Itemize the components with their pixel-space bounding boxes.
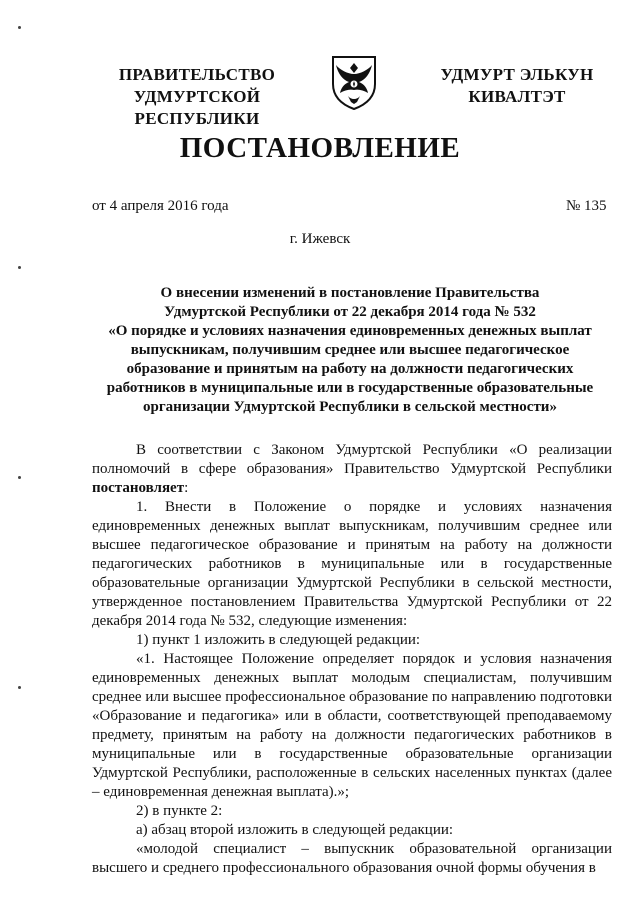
document-title: ПОСТАНОВЛЕНИЕ	[179, 132, 461, 164]
body-text: В соответствии с Законом Удмуртской Республики «О реализации полномочий в сфере образования» Правительство Удмуртской Республики	[92, 442, 612, 477]
subject-line: «О порядке и условиях назначения единовременных денежных выплат	[108, 323, 592, 339]
body-paragraph: а) абзац второй изложить в следующей редакции:	[136, 822, 454, 838]
body-paragraph: «1. Настоящее Положение определяет порядок и условия назначения единовременных денежных выплат молодым специалистам, получившим среднее или высшее профессиональное образование по направлению подготовки «Образование и педагогика» или в области, соответствующей преподаваемому предмету, принятым на работу на должности педагогических работников в муниципальные или в государственные образовательные организации Удмуртской Республики, расположенные в сельских населенных пунктах (далее – единовременная денежная выплата).»;	[92, 651, 612, 800]
subject-line: О внесении изменений в постановление Правительства	[160, 285, 540, 301]
coat-of-arms-emblem-icon	[329, 54, 379, 110]
header-right-line: КИВАЛТЭТ	[468, 87, 566, 106]
subject-line: работников в муниципальные или в государственные образовательные	[106, 380, 594, 396]
subject-line: выпускникам, получившим среднее или высшее педагогическое	[130, 342, 570, 358]
document-city: г. Ижевск	[289, 231, 351, 247]
document-body	[92, 441, 612, 878]
body-text: :	[184, 480, 189, 496]
header-right-org	[422, 64, 612, 108]
subject-line: организации Удмуртской Республики в сельской местности»	[143, 399, 557, 415]
header-left-line: УДМУРТСКОЙ РЕСПУБЛИКИ	[133, 87, 261, 128]
scan-speck	[18, 476, 21, 479]
body-bold-text: постановляет	[92, 480, 185, 496]
scan-speck	[18, 266, 21, 269]
scan-speck	[18, 686, 21, 689]
document-subject	[92, 284, 608, 417]
subject-line: Удмуртской Республики от 22 декабря 2014 года № 532	[164, 304, 536, 320]
header-right-line: УДМУРТ ЭЛЬКУН	[440, 65, 594, 84]
body-paragraph: 1. Внести в Положение о порядке и условиях назначения единовременных денежных выплат выпускникам, получившим среднее или высшее педагогическое образование и принятым на работу на должности педагогических работников в муниципальные или в государственные образовательные организации Удмуртской Республики в сельской местности, утвержденное постановлением Правительства Удмуртской Республики от 22 декабря 2014 года № 532, следующие изменения:	[92, 499, 612, 629]
body-paragraph: «молодой специалист – выпускник образовательной организации высшего и среднего профессионального образования очной формы обучения в	[92, 841, 612, 876]
header-left-org	[82, 64, 312, 130]
body-paragraph: 2) в пункте 2:	[136, 803, 223, 819]
header-left-line: ПРАВИТЕЛЬСТВО	[118, 65, 276, 84]
body-paragraph	[92, 441, 612, 498]
scan-speck	[18, 26, 21, 29]
document-number: № 135	[566, 198, 607, 214]
body-paragraph: 1) пункт 1 изложить в следующей редакции:	[136, 632, 421, 648]
document-date: от 4 апреля 2016 года	[92, 198, 229, 214]
subject-line: образование и принятым на работу на должности педагогических	[126, 361, 574, 377]
